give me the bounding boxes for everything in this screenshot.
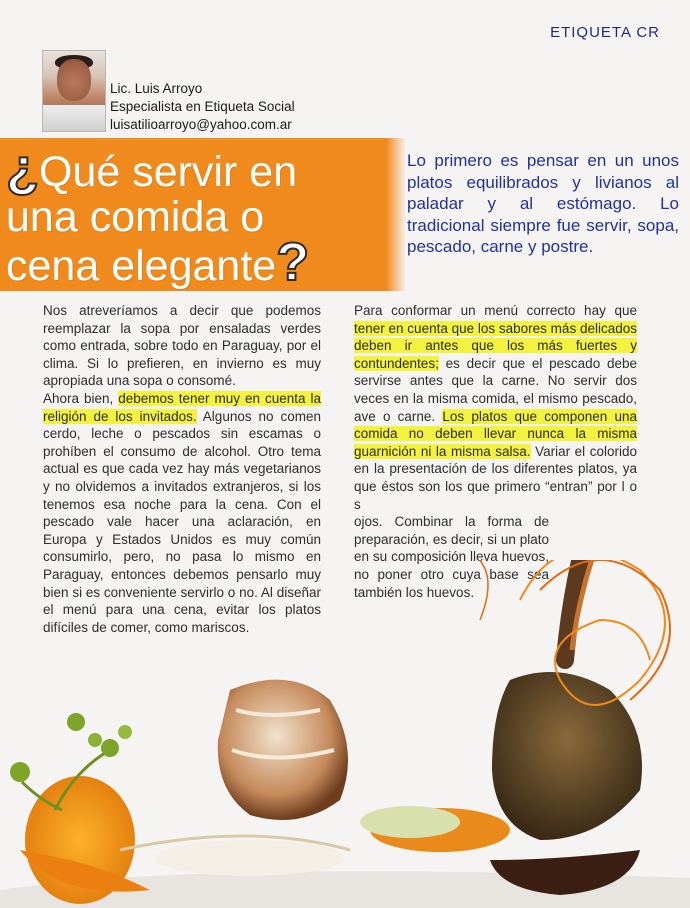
text: es decir que el pescado debe servirse antes que la carne. No servir dos veces en la misma comida, el mismo pescado, ave o carne. xyxy=(354,355,637,424)
author-photo xyxy=(42,50,106,132)
highlighted-text: debemos tener muy en cuenta la religión de los invitados. xyxy=(43,390,321,424)
author-name: Lic. Luis Arroyo xyxy=(110,81,203,96)
title-line-2: una comida o xyxy=(6,193,265,241)
title-question-open: ¿ xyxy=(6,138,39,198)
author-email: luisatilioarroyo@yahoo.com.ar xyxy=(110,117,292,132)
microgreens-icon xyxy=(10,713,132,810)
author-role: Especialista en Etiqueta Social xyxy=(110,99,295,114)
author-info xyxy=(110,80,295,134)
title-question-close: ? xyxy=(276,232,310,292)
text: Para conformar un menú correcto hay que xyxy=(354,303,637,318)
article-title xyxy=(6,138,426,292)
paragraph: ojos. Combinar la forma de preparación, es decir, si un plato en su composición lleva huevos, no poner otro cuya base sea también los huevos. xyxy=(354,514,549,600)
text: Ahora bien, xyxy=(43,390,119,406)
paragraph xyxy=(43,390,321,636)
highlighted-text: Los platos que componen una comida no deben llevar nunca la misma guarnición ni la misma salsa. xyxy=(354,408,637,459)
paragraph xyxy=(354,302,637,513)
lead-paragraph: Lo primero es pensar en un unos platos equilibrados y livianos al paladar y al estómago. Lo tradicional siempre fue servir, sopa, pescado, carne y postre. xyxy=(407,151,679,257)
text: Algunos no comen cerdo, leche o pescados sin escamas o prohíben el consumo de alcohol. Otro tema actual es que cada vez hay más vegetarianos y no olvidemos a invitados extranjeros, si los tenemos esa noche para la cena. Con el pescado vale hacer una aclaración, en Europa y Estados Unidos es muy común consumirlo, pero, no pasa lo mismo en Paraguay, entonces debemos pensarlo muy bien si es conveniente servirlo o no. Al diseñar el menú para una cena, evitar los platos difíciles de comer, como mariscos. xyxy=(43,408,321,635)
text: Variar el colorido en la presentación de los diferentes platos, ya que éstos son los que primero “entran” por l o s xyxy=(354,443,638,512)
body-column-2 xyxy=(354,302,637,601)
body-column-1 xyxy=(43,302,321,636)
paragraph: Nos atreveríamos a decir que podemos reemplazar la sopa por ensaladas verdes como entrada, sobre todo en Paraguay, por el clima. Si lo prefieren, en invierno es muy apropiada una sopa o consomé. xyxy=(43,303,321,389)
highlighted-text: tener en cuenta que los sabores más delicados deben ir antes que los más fuertes y contundentes; xyxy=(354,320,637,371)
section-label: ETIQUETA CR xyxy=(550,24,660,41)
title-line-1: Qué servir en xyxy=(39,148,298,196)
title-line-3: cena elegante xyxy=(6,242,277,290)
